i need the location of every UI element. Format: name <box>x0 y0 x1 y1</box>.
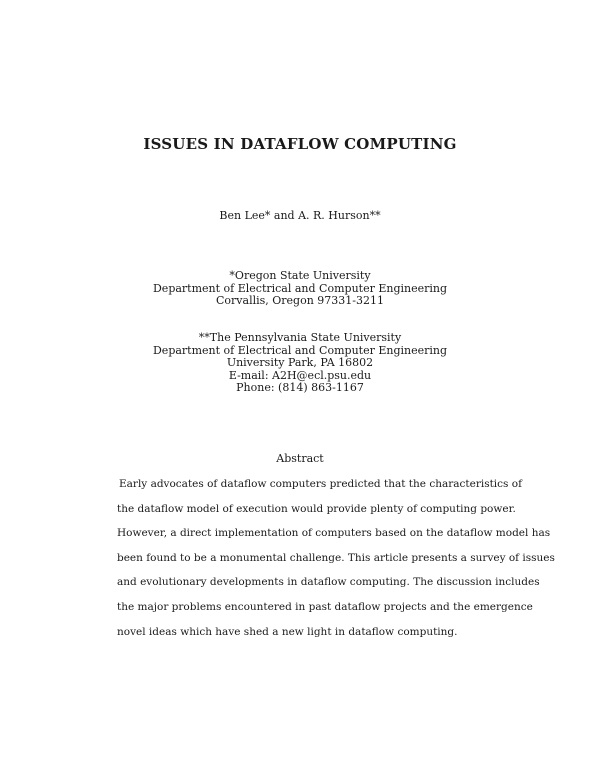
abstract-line: However, a direct implementation of computers based on the dataflow model has <box>117 527 551 540</box>
affiliation-penn-state <box>0 332 600 395</box>
affiliation-email: E-mail: A2H@ecl.psu.edu <box>228 368 372 382</box>
abstract-line: the major problems encountered in past dataflow projects and the emergence <box>117 600 533 613</box>
abstract-line: and evolutionary developments in dataflow computing. The discussion includes <box>117 576 540 589</box>
abstract-line-text: Early advocates of dataflow computers predicted that the characteristics of <box>119 478 522 490</box>
affiliation-phone: Phone: (814) 863-1167 <box>236 381 364 394</box>
affiliation-oregon-state <box>0 270 600 308</box>
affiliation-line: **The Pennsylvania State University <box>198 331 402 344</box>
affiliation-line: Department of Electrical and Computer Engineering <box>152 281 448 295</box>
paper-title: ISSUES IN DATAFLOW COMPUTING <box>143 135 457 153</box>
abstract-line: been found to be a monumental challenge. This article presents a survey of issues <box>117 551 555 564</box>
abstract-heading: Abstract <box>276 452 324 465</box>
affiliation-line: *Oregon State University <box>229 269 371 282</box>
abstract-body <box>117 472 555 644</box>
abstract-line: novel ideas which have shed a new light in dataflow computing. <box>117 625 458 638</box>
affiliation-line: Corvallis, Oregon 97331-3211 <box>216 294 384 307</box>
paper-authors: Ben Lee* and A. R. Hurson** <box>219 209 381 222</box>
abstract-line <box>117 472 522 497</box>
affiliation-line: University Park, PA 16802 <box>226 356 374 369</box>
abstract-line: the dataflow model of execution would provide plenty of computing power. <box>117 502 516 515</box>
affiliation-line: Department of Electrical and Computer Engineering <box>152 343 448 357</box>
